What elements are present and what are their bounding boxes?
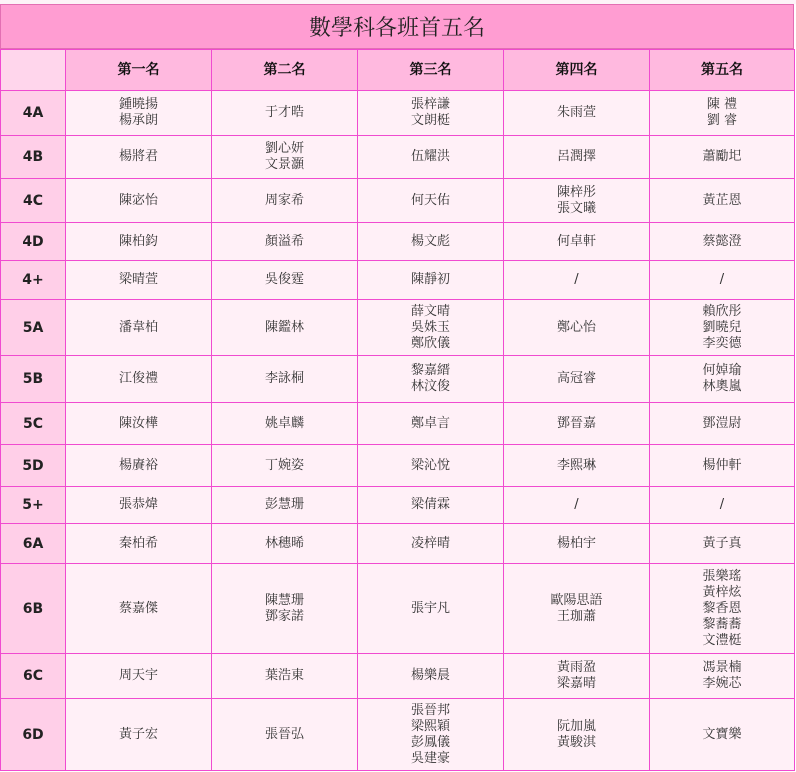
class-label: 4+	[1, 261, 66, 300]
student-name: 梁沁悅	[410, 457, 450, 473]
rank-5-cell	[650, 91, 795, 136]
student-name: 鄧溰尉	[702, 415, 742, 431]
header-rank-5: 第五名	[650, 50, 795, 91]
student-name: 林穗晞	[264, 535, 304, 551]
rank-4-cell	[504, 654, 650, 699]
student-name: 文朗梃	[410, 113, 450, 128]
class-label: 5D	[1, 445, 66, 487]
table-row	[1, 179, 795, 223]
rank-5-cell	[650, 300, 795, 356]
rank-3-cell	[358, 445, 504, 487]
rank-5-cell	[650, 403, 795, 445]
student-name: 李奕德	[702, 335, 742, 351]
student-name: 文寶樂	[702, 726, 742, 742]
rank-5-cell	[650, 699, 795, 771]
student-name: 陳柏鈞	[118, 233, 158, 249]
student-name: 蔡嘉傑	[118, 600, 158, 616]
student-name: 楊文彪	[410, 233, 450, 249]
rank-4-cell	[504, 403, 650, 445]
student-name: 丁婉姿	[264, 457, 304, 473]
rank-3-cell	[358, 179, 504, 223]
student-name: 黃子宏	[118, 726, 158, 742]
rank-1-cell	[66, 356, 212, 403]
student-name: 歐陽思語	[550, 592, 603, 608]
student-name: 高冠睿	[556, 371, 596, 386]
student-name: 何天佑	[410, 192, 450, 208]
table-row	[1, 356, 795, 403]
rank-5-cell	[650, 356, 795, 403]
student-name: 張文曦	[556, 200, 596, 216]
student-name: 黃芷恩	[702, 192, 742, 208]
student-name: 陳鑑林	[264, 319, 304, 335]
class-label: 4C	[1, 179, 66, 223]
rank-2-cell	[212, 403, 358, 445]
header-rank-1: 第一名	[66, 50, 212, 91]
table-row	[1, 136, 795, 179]
header-row	[1, 50, 795, 91]
student-name: 鍾曉揚	[118, 97, 158, 112]
rank-1-cell	[66, 136, 212, 179]
student-name: 朱雨萱	[556, 105, 596, 120]
student-name: 蕭勵圯	[702, 149, 742, 164]
rank-1-cell	[66, 524, 212, 564]
student-name: 楊賡裕	[118, 457, 158, 473]
rank-4-cell	[504, 524, 650, 564]
student-name: 林汶俊	[410, 379, 450, 394]
student-name: 楊將君	[118, 149, 158, 164]
class-label: 4D	[1, 223, 66, 261]
student-name: 黎香恩	[702, 600, 742, 616]
rank-3-cell	[358, 136, 504, 179]
rank-1-cell	[66, 223, 212, 261]
student-name: 李詠桐	[264, 371, 304, 386]
class-label: 4A	[1, 91, 66, 136]
class-label: 6D	[1, 699, 66, 771]
rank-1-cell	[66, 91, 212, 136]
student-name: 賴欣彤	[702, 303, 742, 319]
student-name: 鄭卓言	[410, 415, 450, 431]
rank-5-cell	[650, 524, 795, 564]
rank-2-cell	[212, 654, 358, 699]
table-row	[1, 699, 795, 771]
student-name: 吳俊霆	[264, 272, 304, 287]
student-name: 林奧嵐	[702, 379, 742, 394]
student-name: 黃梓炫	[702, 584, 742, 600]
rank-4-cell	[504, 699, 650, 771]
rank-2-cell	[212, 223, 358, 261]
class-label: 4B	[1, 136, 66, 179]
student-name: 劉 睿	[706, 113, 738, 128]
rank-3-cell	[358, 487, 504, 524]
student-name: 文景灝	[264, 157, 304, 172]
rank-4-cell	[504, 261, 650, 300]
table-row	[1, 487, 795, 524]
rank-2-cell	[212, 136, 358, 179]
student-name: 吳建豪	[410, 750, 450, 766]
class-label: 6C	[1, 654, 66, 699]
rank-4-cell	[504, 136, 650, 179]
rank-4-cell	[504, 356, 650, 403]
corner-cell	[1, 50, 66, 91]
rank-3-cell	[358, 91, 504, 136]
rank-1-cell	[66, 487, 212, 524]
rank-2-cell	[212, 487, 358, 524]
student-name: 張晉邦	[410, 702, 450, 718]
student-name: /	[574, 497, 579, 512]
student-name: 梁倩霖	[410, 497, 450, 512]
student-name: 黎蕎蕎	[702, 616, 742, 632]
rank-3-cell	[358, 699, 504, 771]
rank-3-cell	[358, 564, 504, 654]
student-name: 楊承朗	[118, 113, 158, 128]
class-label: 6B	[1, 564, 66, 654]
class-label: 5A	[1, 300, 66, 356]
rank-2-cell	[212, 179, 358, 223]
table-row	[1, 654, 795, 699]
rank-5-cell	[650, 261, 795, 300]
rank-2-cell	[212, 699, 358, 771]
student-name: 鄭心怡	[556, 319, 596, 335]
rank-3-cell	[358, 524, 504, 564]
rank-1-cell	[66, 261, 212, 300]
class-label: 5C	[1, 403, 66, 445]
student-name: 張樂瑤	[702, 568, 742, 584]
rank-3-cell	[358, 261, 504, 300]
student-name: 姚卓麟	[264, 415, 304, 431]
rank-1-cell	[66, 300, 212, 356]
student-name: 劉心妍	[264, 141, 304, 156]
student-name: /	[719, 272, 725, 287]
table-row	[1, 524, 795, 564]
rank-4-cell	[504, 487, 650, 524]
table-row	[1, 300, 795, 356]
rank-4-cell	[504, 179, 650, 223]
student-name: 楊樂晨	[410, 668, 450, 683]
rank-2-cell	[212, 356, 358, 403]
student-name: 潘韋柏	[118, 319, 158, 335]
rank-2-cell	[212, 564, 358, 654]
rank-5-cell	[650, 564, 795, 654]
student-name: 鄧晉嘉	[556, 415, 596, 431]
rank-2-cell	[212, 261, 358, 300]
student-name: 劉曉兒	[702, 319, 742, 335]
student-name: 陳靜初	[410, 272, 450, 287]
rank-4-cell	[504, 223, 650, 261]
student-name: 吳姝玉	[410, 319, 450, 335]
student-name: 呂潤擇	[556, 149, 596, 164]
student-name: 周家希	[264, 192, 304, 208]
student-name: 黃雨盈	[556, 660, 596, 675]
rank-3-cell	[358, 654, 504, 699]
student-name: 梁晴萱	[118, 272, 158, 287]
student-name: 秦柏希	[118, 535, 158, 551]
rank-4-cell	[504, 445, 650, 487]
student-name: 陳梓彤	[556, 184, 596, 200]
table-row	[1, 564, 795, 654]
student-name: 梁嘉晴	[556, 676, 596, 691]
table-title: 數學科各班首五名	[0, 4, 794, 49]
rank-5-cell	[650, 487, 795, 524]
student-name: /	[574, 272, 579, 287]
rank-1-cell	[66, 179, 212, 223]
student-name: 何婥瑜	[702, 363, 742, 378]
student-name: 梁熙穎	[410, 718, 450, 734]
student-name: 王珈蕭	[556, 608, 596, 624]
ranking-table	[0, 49, 795, 771]
student-name: 馮景楠	[702, 660, 742, 675]
rank-4-cell	[504, 91, 650, 136]
student-name: 葉浩東	[264, 668, 304, 683]
student-name: 鄧家諾	[264, 608, 304, 624]
student-name: 薛文晴	[410, 303, 450, 319]
student-name: 于才晧	[264, 105, 304, 120]
rank-1-cell	[66, 654, 212, 699]
class-label: 6A	[1, 524, 66, 564]
student-name: 陳 禮	[706, 97, 738, 112]
student-name: 阮加嵐	[556, 718, 596, 734]
student-name: 陳汝樺	[118, 415, 158, 431]
table-row	[1, 223, 795, 261]
student-name: 李熙琳	[556, 457, 596, 473]
header-rank-4: 第四名	[504, 50, 650, 91]
student-name: 李婉芯	[702, 676, 742, 691]
rank-2-cell	[212, 91, 358, 136]
student-name: 何卓軒	[556, 233, 596, 249]
student-name: 張恭煒	[118, 497, 158, 512]
student-name: 黃子真	[702, 535, 742, 551]
rank-3-cell	[358, 403, 504, 445]
student-name: 伍耀洪	[410, 149, 450, 164]
class-label: 5B	[1, 356, 66, 403]
student-name: 凌梓晴	[410, 535, 450, 551]
class-label: 5+	[1, 487, 66, 524]
student-name: 顏溢希	[264, 233, 304, 249]
student-name: 蔡懿澄	[702, 233, 742, 249]
table-row	[1, 445, 795, 487]
rank-1-cell	[66, 403, 212, 445]
rank-5-cell	[650, 654, 795, 699]
student-name: 彭鳳儀	[410, 734, 450, 750]
student-name: 陳慧珊	[264, 592, 304, 608]
rank-5-cell	[650, 223, 795, 261]
student-name: 張梓謙	[410, 97, 450, 112]
student-name: 黎嘉縉	[410, 363, 450, 378]
student-name: 周天宇	[118, 668, 158, 683]
student-name: 張宇凡	[410, 600, 450, 616]
student-name: 楊柏宇	[556, 535, 596, 551]
rank-2-cell	[212, 445, 358, 487]
rank-1-cell	[66, 564, 212, 654]
table-row	[1, 403, 795, 445]
rank-5-cell	[650, 136, 795, 179]
student-name: 彭慧珊	[264, 497, 304, 512]
rank-4-cell	[504, 564, 650, 654]
table-row	[1, 91, 795, 136]
rank-2-cell	[212, 300, 358, 356]
table-row	[1, 261, 795, 300]
student-name: 陳宓怡	[118, 192, 158, 208]
rank-2-cell	[212, 524, 358, 564]
student-name: 張晉弘	[264, 726, 304, 742]
student-name: 文澧梃	[702, 632, 742, 648]
rank-5-cell	[650, 179, 795, 223]
header-rank-3: 第三名	[358, 50, 504, 91]
rank-1-cell	[66, 699, 212, 771]
student-name: 江俊禮	[118, 371, 158, 386]
header-rank-2: 第二名	[212, 50, 358, 91]
student-name: 黃駿淇	[556, 734, 596, 750]
student-name: 鄭欣儀	[410, 335, 450, 351]
rank-1-cell	[66, 445, 212, 487]
rank-3-cell	[358, 300, 504, 356]
student-name: /	[719, 497, 725, 512]
rank-4-cell	[504, 300, 650, 356]
rank-3-cell	[358, 223, 504, 261]
rank-3-cell	[358, 356, 504, 403]
student-name: 楊仲軒	[702, 457, 742, 473]
rank-5-cell	[650, 445, 795, 487]
